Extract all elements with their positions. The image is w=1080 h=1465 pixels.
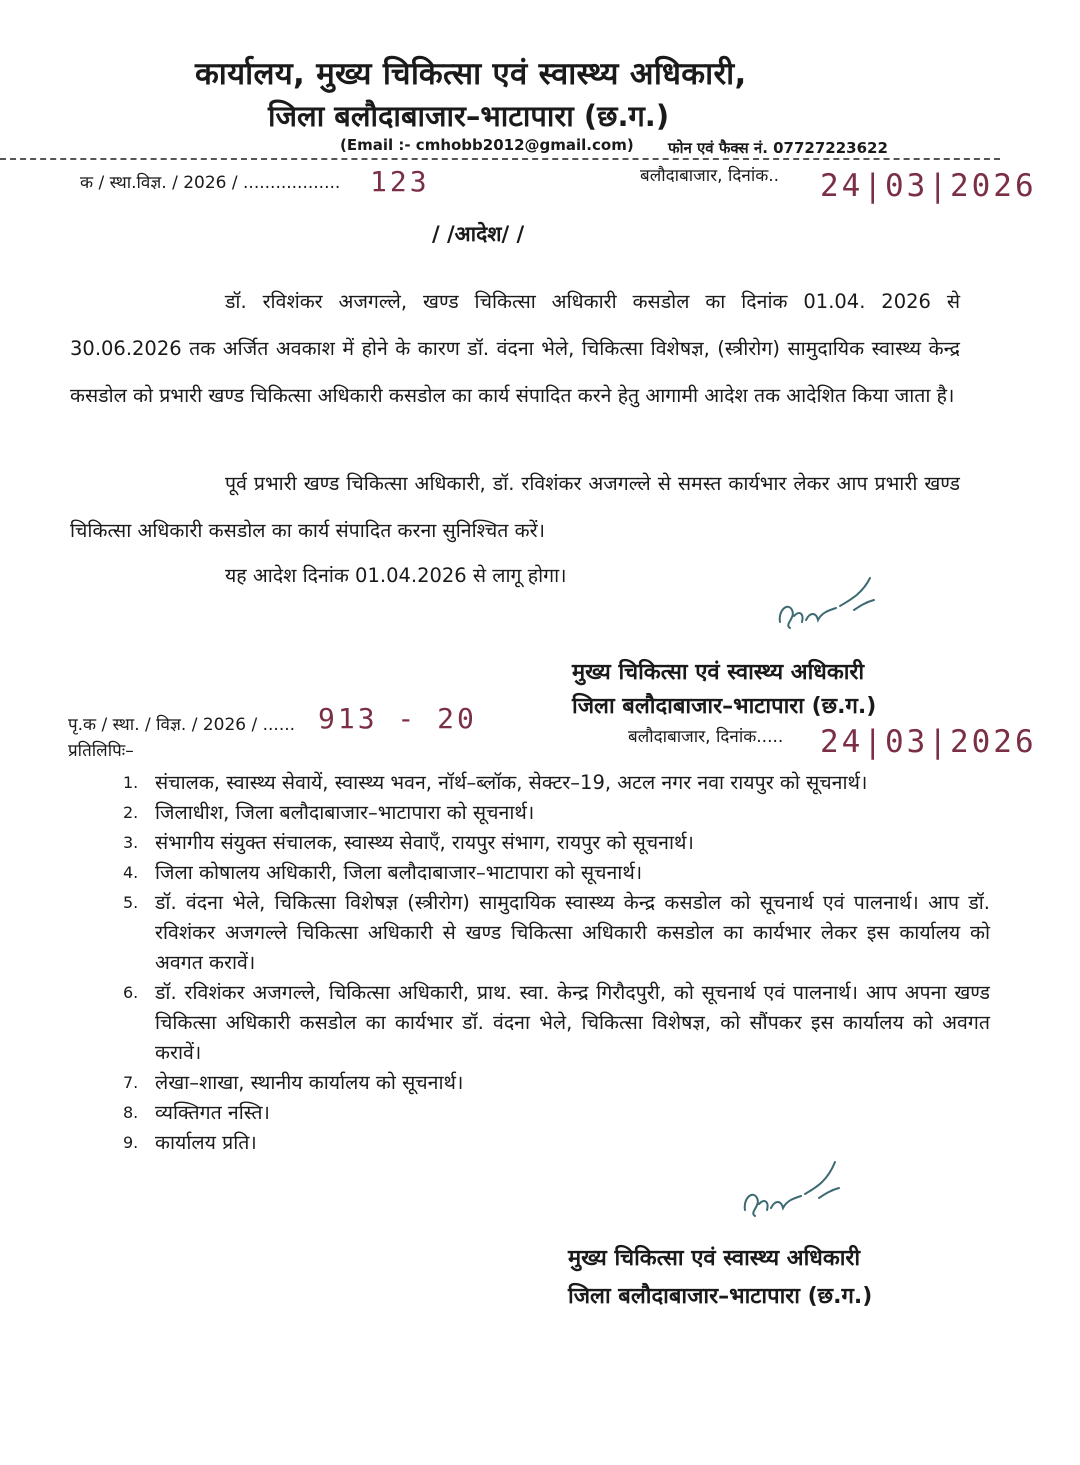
order-paragraph-3: यह आदेश दिनांक 01.04.2026 से लागू होगा। <box>225 564 567 587</box>
list-item: 2. जिलाधीश, जिला बलौदाबाजार–भाटापारा को सूचनार्थ। <box>123 801 535 824</box>
endorsement-place-date-label: बलौदाबाजार, दिनांक..... <box>628 727 784 747</box>
list-item: 6. डॉ. रविशंकर अजगल्ले, चिकित्सा अधिकारी, प्राथ. स्वा. केन्द्र गिरौदपुरी, को सूचनार्थ एवं पालनार्थ। आप अपना खण्ड चिकित्सा अधिकारी कसडोल का कार्यभार डॉ. वंदना भेले, चिकित्सा विशेषज्ञ, को सौंपकर इस कार्यालय को अवगत करावें। <box>123 981 990 1064</box>
place-date-label: बलौदाबाजार, दिनांक.. <box>640 166 780 186</box>
endorsement-number-prefix: पृ.क / स्था. / विज्ञ. / 2026 / ...... <box>68 715 296 735</box>
list-item: 8. व्यक्तिगत नस्ति। <box>123 1101 270 1124</box>
endorsement-number-handwritten: 913 - 20 <box>318 702 477 735</box>
order-paragraph-1: डॉ. रविशंकर अजगल्ले, खण्ड चिकित्सा अधिकारी कसडोल का दिनांक 01.04. 2026 से 30.06.2026 तक अर्जित अवकाश में होने के कारण डॉ. वंदना भेले, चिकित्सा विशेषज्ञ, (स्त्रीरोग) सामुदायिक स्वास्थ्य केन्द्र कसडोल को प्रभारी खण्ड चिकित्सा अधिकारी कसडोल का कार्य संपादित करने हेतु आगामी आदेश तक आदेशित किया जाता है। <box>70 290 960 407</box>
office-title: कार्यालय, मुख्य चिकित्सा एवं स्वास्थ्य अधिकारी, <box>195 56 747 92</box>
signature-2-image <box>735 1158 845 1228</box>
signature-1-title: मुख्य चिकित्सा एवं स्वास्थ्य अधिकारी <box>572 660 865 685</box>
list-item: 5. डॉ. वंदना भेले, चिकित्सा विशेषज्ञ (स्त्रीरोग) सामुदायिक स्वास्थ्य केन्द्र कसडोल को सूचनार्थ एवं पालनार्थ। आप डॉ. रविशंकर अजगल्ले चिकित्सा अधिकारी से खण्ड चिकित्सा अधिकारी कसडोल का कार्यभार लेकर इस कार्यालय को अवगत करावें। <box>123 891 990 974</box>
signature-2-title: मुख्य चिकित्सा एवं स्वास्थ्य अधिकारी <box>568 1246 861 1271</box>
endorsement-date-handwritten: 24|03|2026 <box>820 724 1037 760</box>
ref-number-prefix: क / स्था.विज्ञ. / 2026 / .................. <box>80 173 341 193</box>
copy-to-label: प्रतिलिपिः– <box>68 741 134 761</box>
list-item: 4. जिला कोषालय अधिकारी, जिला बलौदाबाजार–भाटापारा को सूचनार्थ। <box>123 861 643 884</box>
copy-list <box>115 768 990 1158</box>
ref-number-handwritten: 123 <box>370 165 430 198</box>
order-date-handwritten: 24|03|2026 <box>820 168 1037 204</box>
phone-fax-text: फोन एवं फैक्स नं. 07727223622 <box>668 139 888 157</box>
list-item: 7. लेखा–शाखा, स्थानीय कार्यालय को सूचनार्थ। <box>123 1071 464 1094</box>
order-heading: / /आदेश/ / <box>432 222 525 246</box>
signature-1-district: जिला बलौदाबाजार–भाटापारा (छ.ग.) <box>572 694 877 719</box>
list-item: 3. संभागीय संयुक्त संचालक, स्वास्थ्य सेवाएँ, रायपुर संभाग, रायपुर को सूचनार्थ। <box>123 831 694 854</box>
signature-1-image <box>770 570 880 640</box>
list-item: 9. कार्यालय प्रति। <box>123 1131 257 1154</box>
list-item: 1. संचालक, स्वास्थ्य सेवायें, स्वास्थ्य भवन, नॉर्थ–ब्लॉक, सेक्टर–19, अटल नगर नवा रायपुर को सूचनार्थ। <box>123 771 868 794</box>
email-text: (Email :- cmhobb2012@gmail.com) <box>340 136 634 154</box>
signature-2-district: जिला बलौदाबाजार–भाटापारा (छ.ग.) <box>568 1284 873 1309</box>
order-paragraph-2: पूर्व प्रभारी खण्ड चिकित्सा अधिकारी, डॉ. रविशंकर अजगल्ले से समस्त कार्यभार लेकर आप प्रभारी खण्ड चिकित्सा अधिकारी कसडोल का कार्य संपादित करना सुनिश्चित करें। <box>70 472 960 542</box>
header-divider <box>0 158 1000 160</box>
district-title: जिला बलौदाबाजार–भाटापारा (छ.ग.) <box>268 99 670 133</box>
